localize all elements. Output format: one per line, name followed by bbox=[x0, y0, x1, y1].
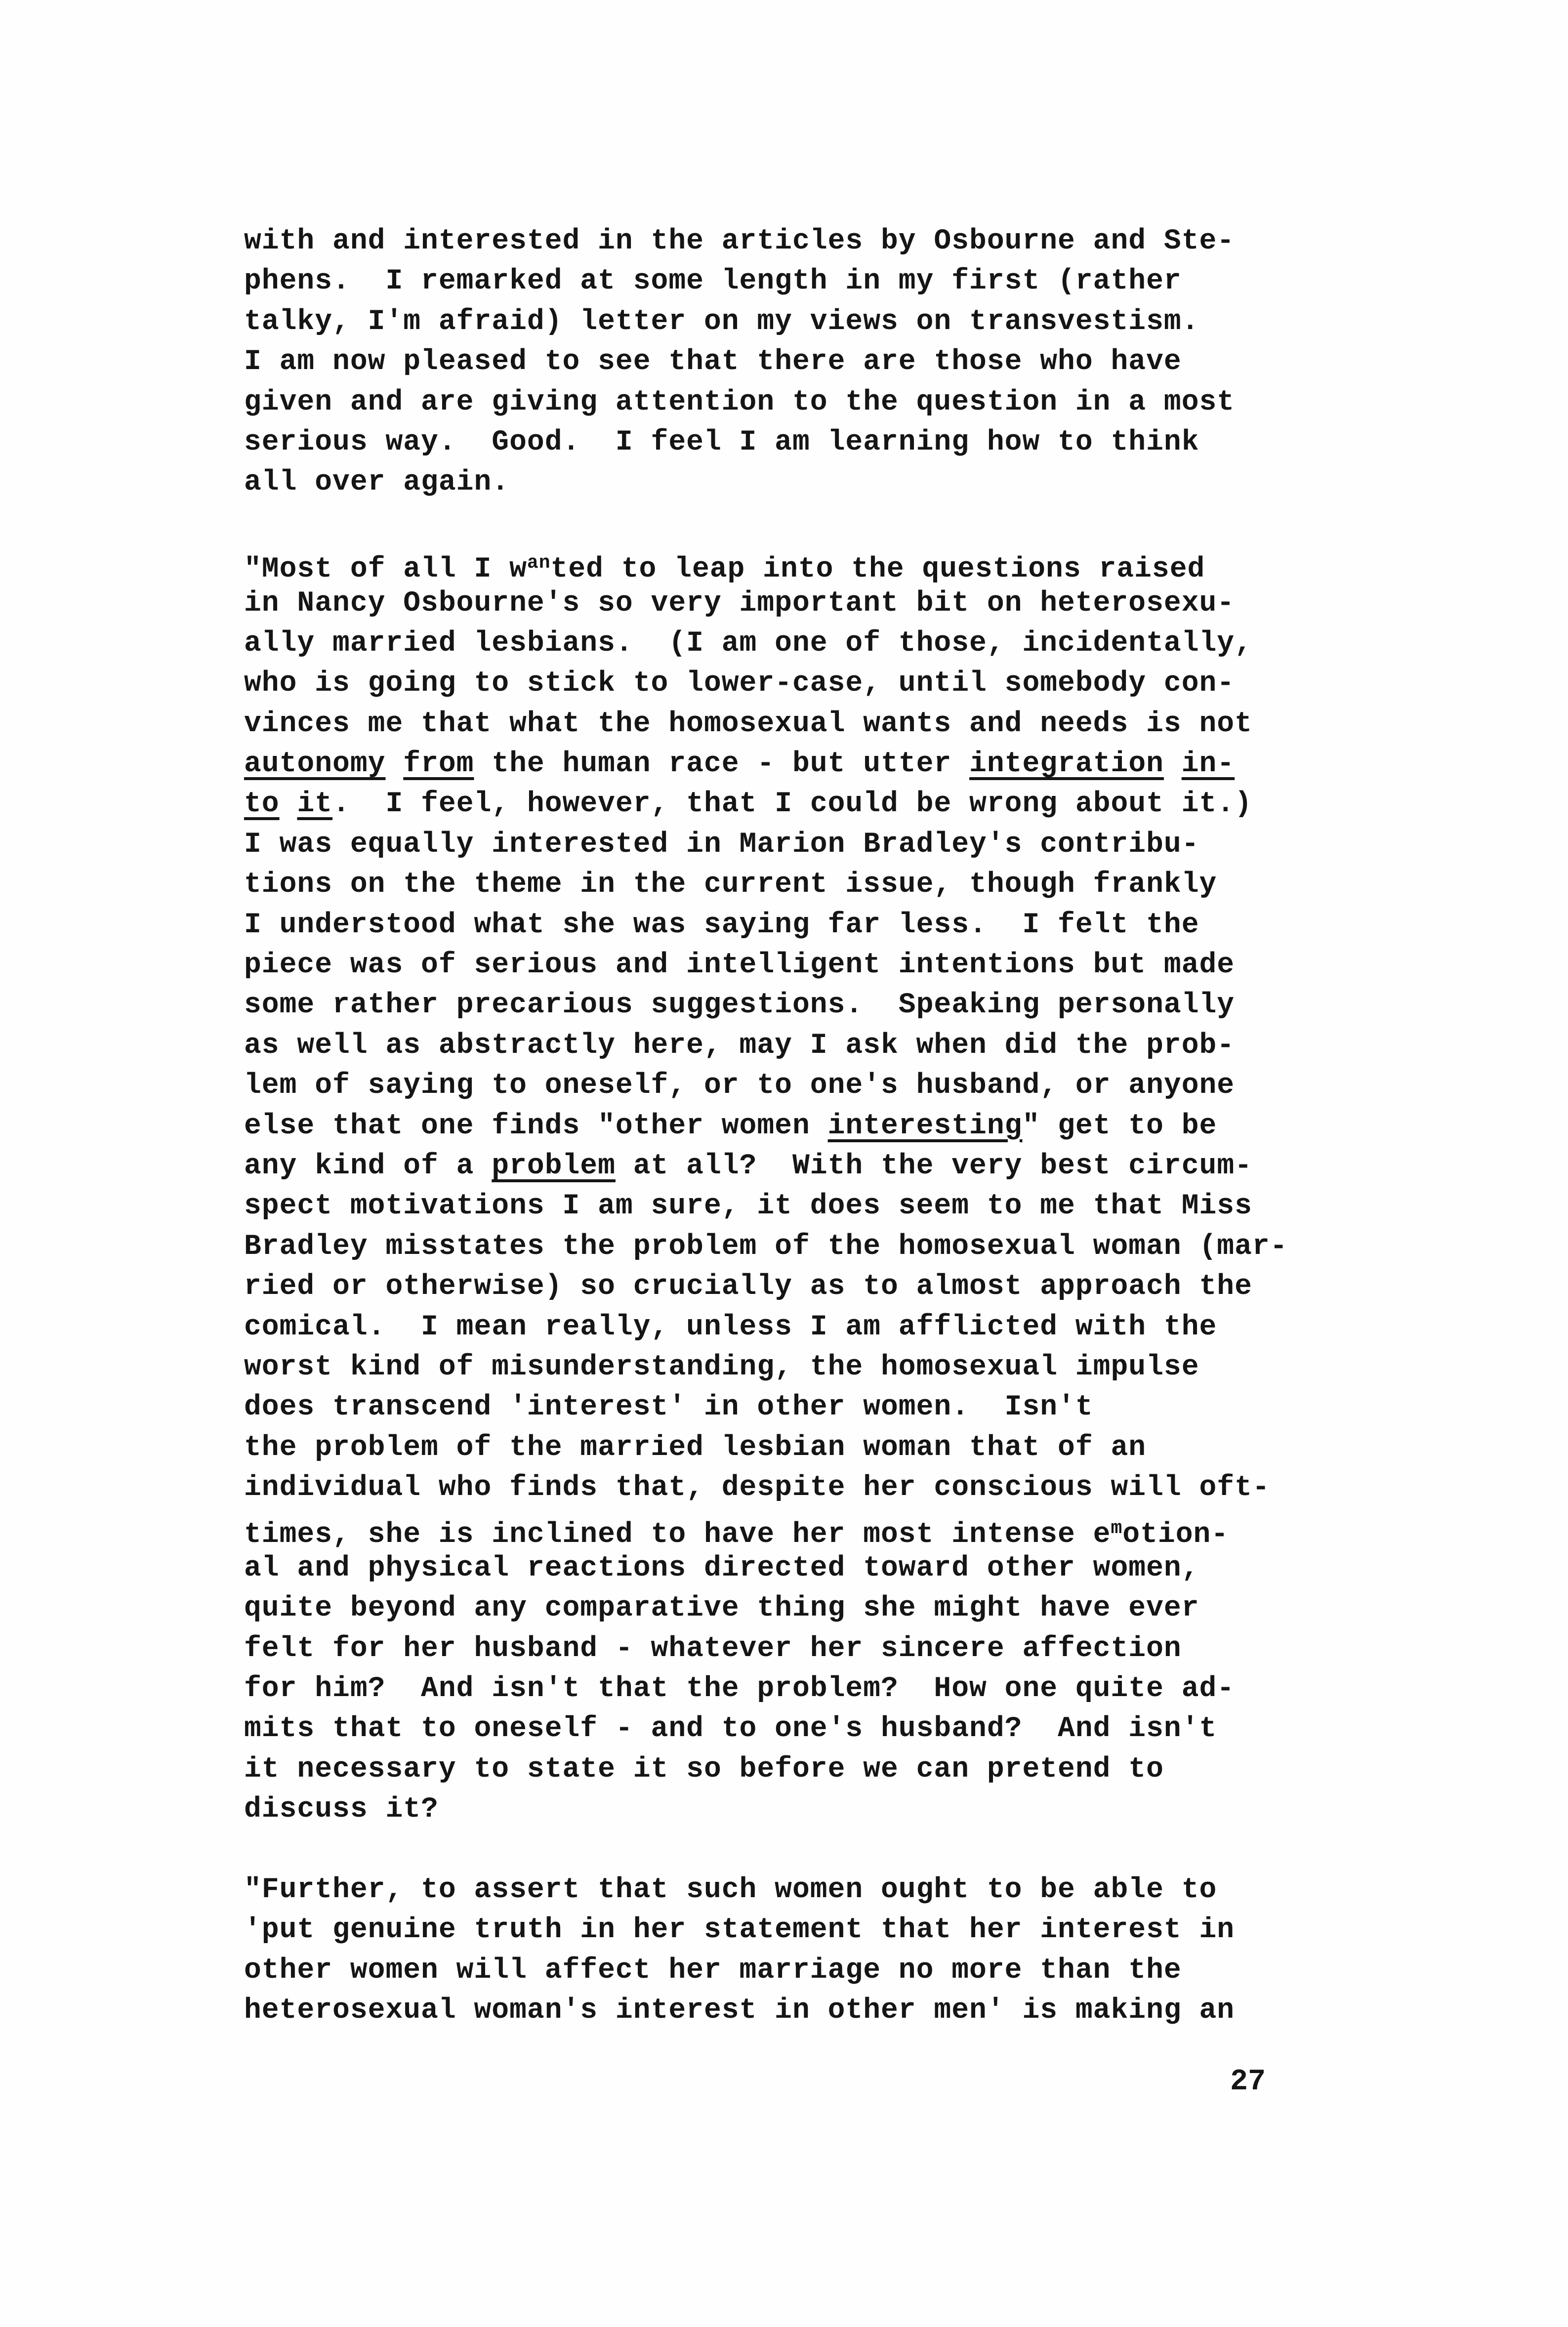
text-segment: quite beyond any comparative thing she might have ever bbox=[244, 1592, 1199, 1625]
paragraph bbox=[244, 543, 1288, 1830]
text-line bbox=[244, 1387, 1288, 1427]
text-segment: Bradley misstates the problem of the homosexual woman (mar- bbox=[244, 1230, 1288, 1263]
text-segment: any kind of a bbox=[244, 1150, 492, 1182]
text-line bbox=[244, 744, 1288, 784]
text-line bbox=[244, 784, 1288, 824]
text-line bbox=[244, 1227, 1288, 1267]
text-segment: given and are giving attention to the question in a most bbox=[244, 386, 1235, 418]
text-line bbox=[244, 1186, 1288, 1226]
text-segment: else that one finds "other women bbox=[244, 1110, 828, 1142]
text-segment: . I feel, however, that I could be wrong about it.) bbox=[332, 788, 1252, 821]
text-line bbox=[244, 664, 1288, 704]
text-segment: does transcend 'interest' in other women. Isn't bbox=[244, 1391, 1093, 1424]
text-segment: felt for her husband - whatever her sincere affection bbox=[244, 1632, 1182, 1665]
text-segment: in Nancy Osbourne's so very important bit on heterosexu- bbox=[244, 587, 1235, 620]
text-line bbox=[244, 1789, 1288, 1829]
text-segment: all over again. bbox=[244, 466, 510, 499]
text-line bbox=[244, 1307, 1288, 1347]
text-line bbox=[244, 1146, 1288, 1186]
text-segment: the problem of the married lesbian woman that of an bbox=[244, 1431, 1147, 1464]
text-segment: lem of saying to oneself, or to one's husband, or anyone bbox=[244, 1070, 1235, 1102]
text-line bbox=[244, 1026, 1288, 1066]
text-line bbox=[244, 1106, 1288, 1146]
text-segment: the human race - but utter bbox=[474, 748, 970, 781]
text-segment: as well as abstractly here, may I ask when did the prob- bbox=[244, 1029, 1235, 1062]
underlined-text: problem bbox=[492, 1150, 616, 1182]
superscript-text: m bbox=[1111, 1517, 1123, 1539]
text-segment: ally married lesbians. (I am one of those, incidentally, bbox=[244, 627, 1252, 660]
text-line bbox=[244, 1428, 1288, 1468]
text-line bbox=[244, 302, 1288, 342]
text-segment: 'put genuine truth in her statement that her interest in bbox=[244, 1914, 1235, 1947]
text-line bbox=[244, 583, 1288, 623]
text-line bbox=[244, 261, 1288, 301]
text-line bbox=[244, 1588, 1288, 1628]
text-line bbox=[244, 1910, 1288, 1950]
text-line bbox=[244, 945, 1288, 985]
text-segment: with and interested in the articles by Osbourne and Ste- bbox=[244, 225, 1235, 257]
text-line bbox=[244, 1749, 1288, 1789]
underlined-text: from bbox=[403, 748, 474, 781]
text-line bbox=[244, 865, 1288, 905]
paragraph bbox=[244, 221, 1288, 503]
text-segment: some rather precarious suggestions. Speaking personally bbox=[244, 989, 1235, 1022]
text-segment: "Most of all I w bbox=[244, 553, 527, 586]
text-line bbox=[244, 1991, 1288, 2031]
text-segment: comical. I mean really, unless I am afflicted with the bbox=[244, 1311, 1217, 1343]
text-segment: "Further, to assert that such women ought to be able to bbox=[244, 1874, 1217, 1907]
text-segment: talky, I'm afraid) letter on my views on transvestism. bbox=[244, 305, 1199, 338]
text-segment: " get to be bbox=[1022, 1110, 1217, 1142]
text-segment: otion- bbox=[1122, 1518, 1229, 1551]
underlined-text: in- bbox=[1181, 748, 1235, 781]
text-segment: I was equally interested in Marion Bradley's contribu- bbox=[244, 828, 1199, 861]
text-segment: heterosexual woman's interest in other men' is making an bbox=[244, 1995, 1235, 2027]
paragraph bbox=[244, 1870, 1288, 2031]
text-segment: I understood what she was saying far less. I felt the bbox=[244, 909, 1199, 941]
text-segment: mits that to oneself - and to one's husband? And isn't bbox=[244, 1713, 1217, 1745]
text-segment: at all? With the very best circum- bbox=[615, 1150, 1252, 1182]
text-line bbox=[244, 1548, 1288, 1588]
text-line bbox=[244, 1951, 1288, 1991]
underlined-text: autonomy bbox=[244, 748, 386, 781]
text-segment: worst kind of misunderstanding, the homosexual impulse bbox=[244, 1351, 1199, 1383]
text-line bbox=[244, 342, 1288, 382]
text-line bbox=[244, 1629, 1288, 1669]
text-line bbox=[244, 1066, 1288, 1106]
text-line bbox=[244, 382, 1288, 422]
text-segment bbox=[280, 788, 297, 820]
text-segment: ted to leap into the questions raised bbox=[550, 553, 1205, 586]
text-line bbox=[244, 623, 1288, 664]
text-line bbox=[244, 1669, 1288, 1709]
text-segment: times, she is inclined to have her most intense e bbox=[244, 1518, 1111, 1551]
text-line bbox=[244, 825, 1288, 865]
text-line bbox=[244, 704, 1288, 744]
superscript-text: an bbox=[527, 552, 551, 574]
underlined-text: to bbox=[244, 788, 280, 821]
underlined-text: integration bbox=[969, 748, 1164, 781]
text-segment: I am now pleased to see that there are those who have bbox=[244, 346, 1182, 378]
text-segment bbox=[385, 748, 403, 780]
text-segment bbox=[1164, 748, 1182, 780]
text-line bbox=[244, 985, 1288, 1025]
text-line bbox=[244, 1709, 1288, 1749]
text-line bbox=[244, 1468, 1288, 1508]
page-number: 27 bbox=[1230, 2065, 1266, 2099]
body-text bbox=[244, 221, 1288, 2071]
text-line bbox=[244, 462, 1288, 502]
text-segment: al and physical reactions directed toward other women, bbox=[244, 1552, 1199, 1584]
text-line bbox=[244, 1347, 1288, 1387]
text-segment: spect motivations I am sure, it does seem to me that Miss bbox=[244, 1190, 1252, 1223]
text-segment: vinces me that what the homosexual wants and needs is not bbox=[244, 707, 1252, 740]
text-segment: tions on the theme in the current issue, though frankly bbox=[244, 869, 1217, 901]
text-segment: it necessary to state it so before we can pretend to bbox=[244, 1753, 1164, 1786]
text-segment: ried or otherwise) so crucially as to almost approach the bbox=[244, 1271, 1252, 1303]
text-segment: individual who finds that, despite her conscious will oft- bbox=[244, 1472, 1270, 1504]
text-segment: serious way. Good. I feel I am learning how to think bbox=[244, 426, 1199, 458]
text-segment: phens. I remarked at some length in my first (rather bbox=[244, 265, 1182, 298]
text-line bbox=[244, 543, 1288, 586]
text-segment: for him? And isn't that the problem? How one quite ad- bbox=[244, 1673, 1235, 1705]
text-line bbox=[244, 1870, 1288, 1910]
text-segment: piece was of serious and intelligent intentions but made bbox=[244, 949, 1235, 982]
text-segment: other women will affect her marriage no more than the bbox=[244, 1954, 1182, 1987]
text-segment: who is going to stick to lower-case, until somebody con- bbox=[244, 667, 1235, 700]
text-line bbox=[244, 1508, 1288, 1551]
underlined-text: interesting bbox=[827, 1110, 1023, 1142]
text-segment: discuss it? bbox=[244, 1793, 439, 1826]
text-line bbox=[244, 905, 1288, 945]
text-line bbox=[244, 1267, 1288, 1307]
underlined-text: it bbox=[297, 788, 333, 821]
text-line bbox=[244, 221, 1288, 261]
text-line bbox=[244, 422, 1288, 462]
